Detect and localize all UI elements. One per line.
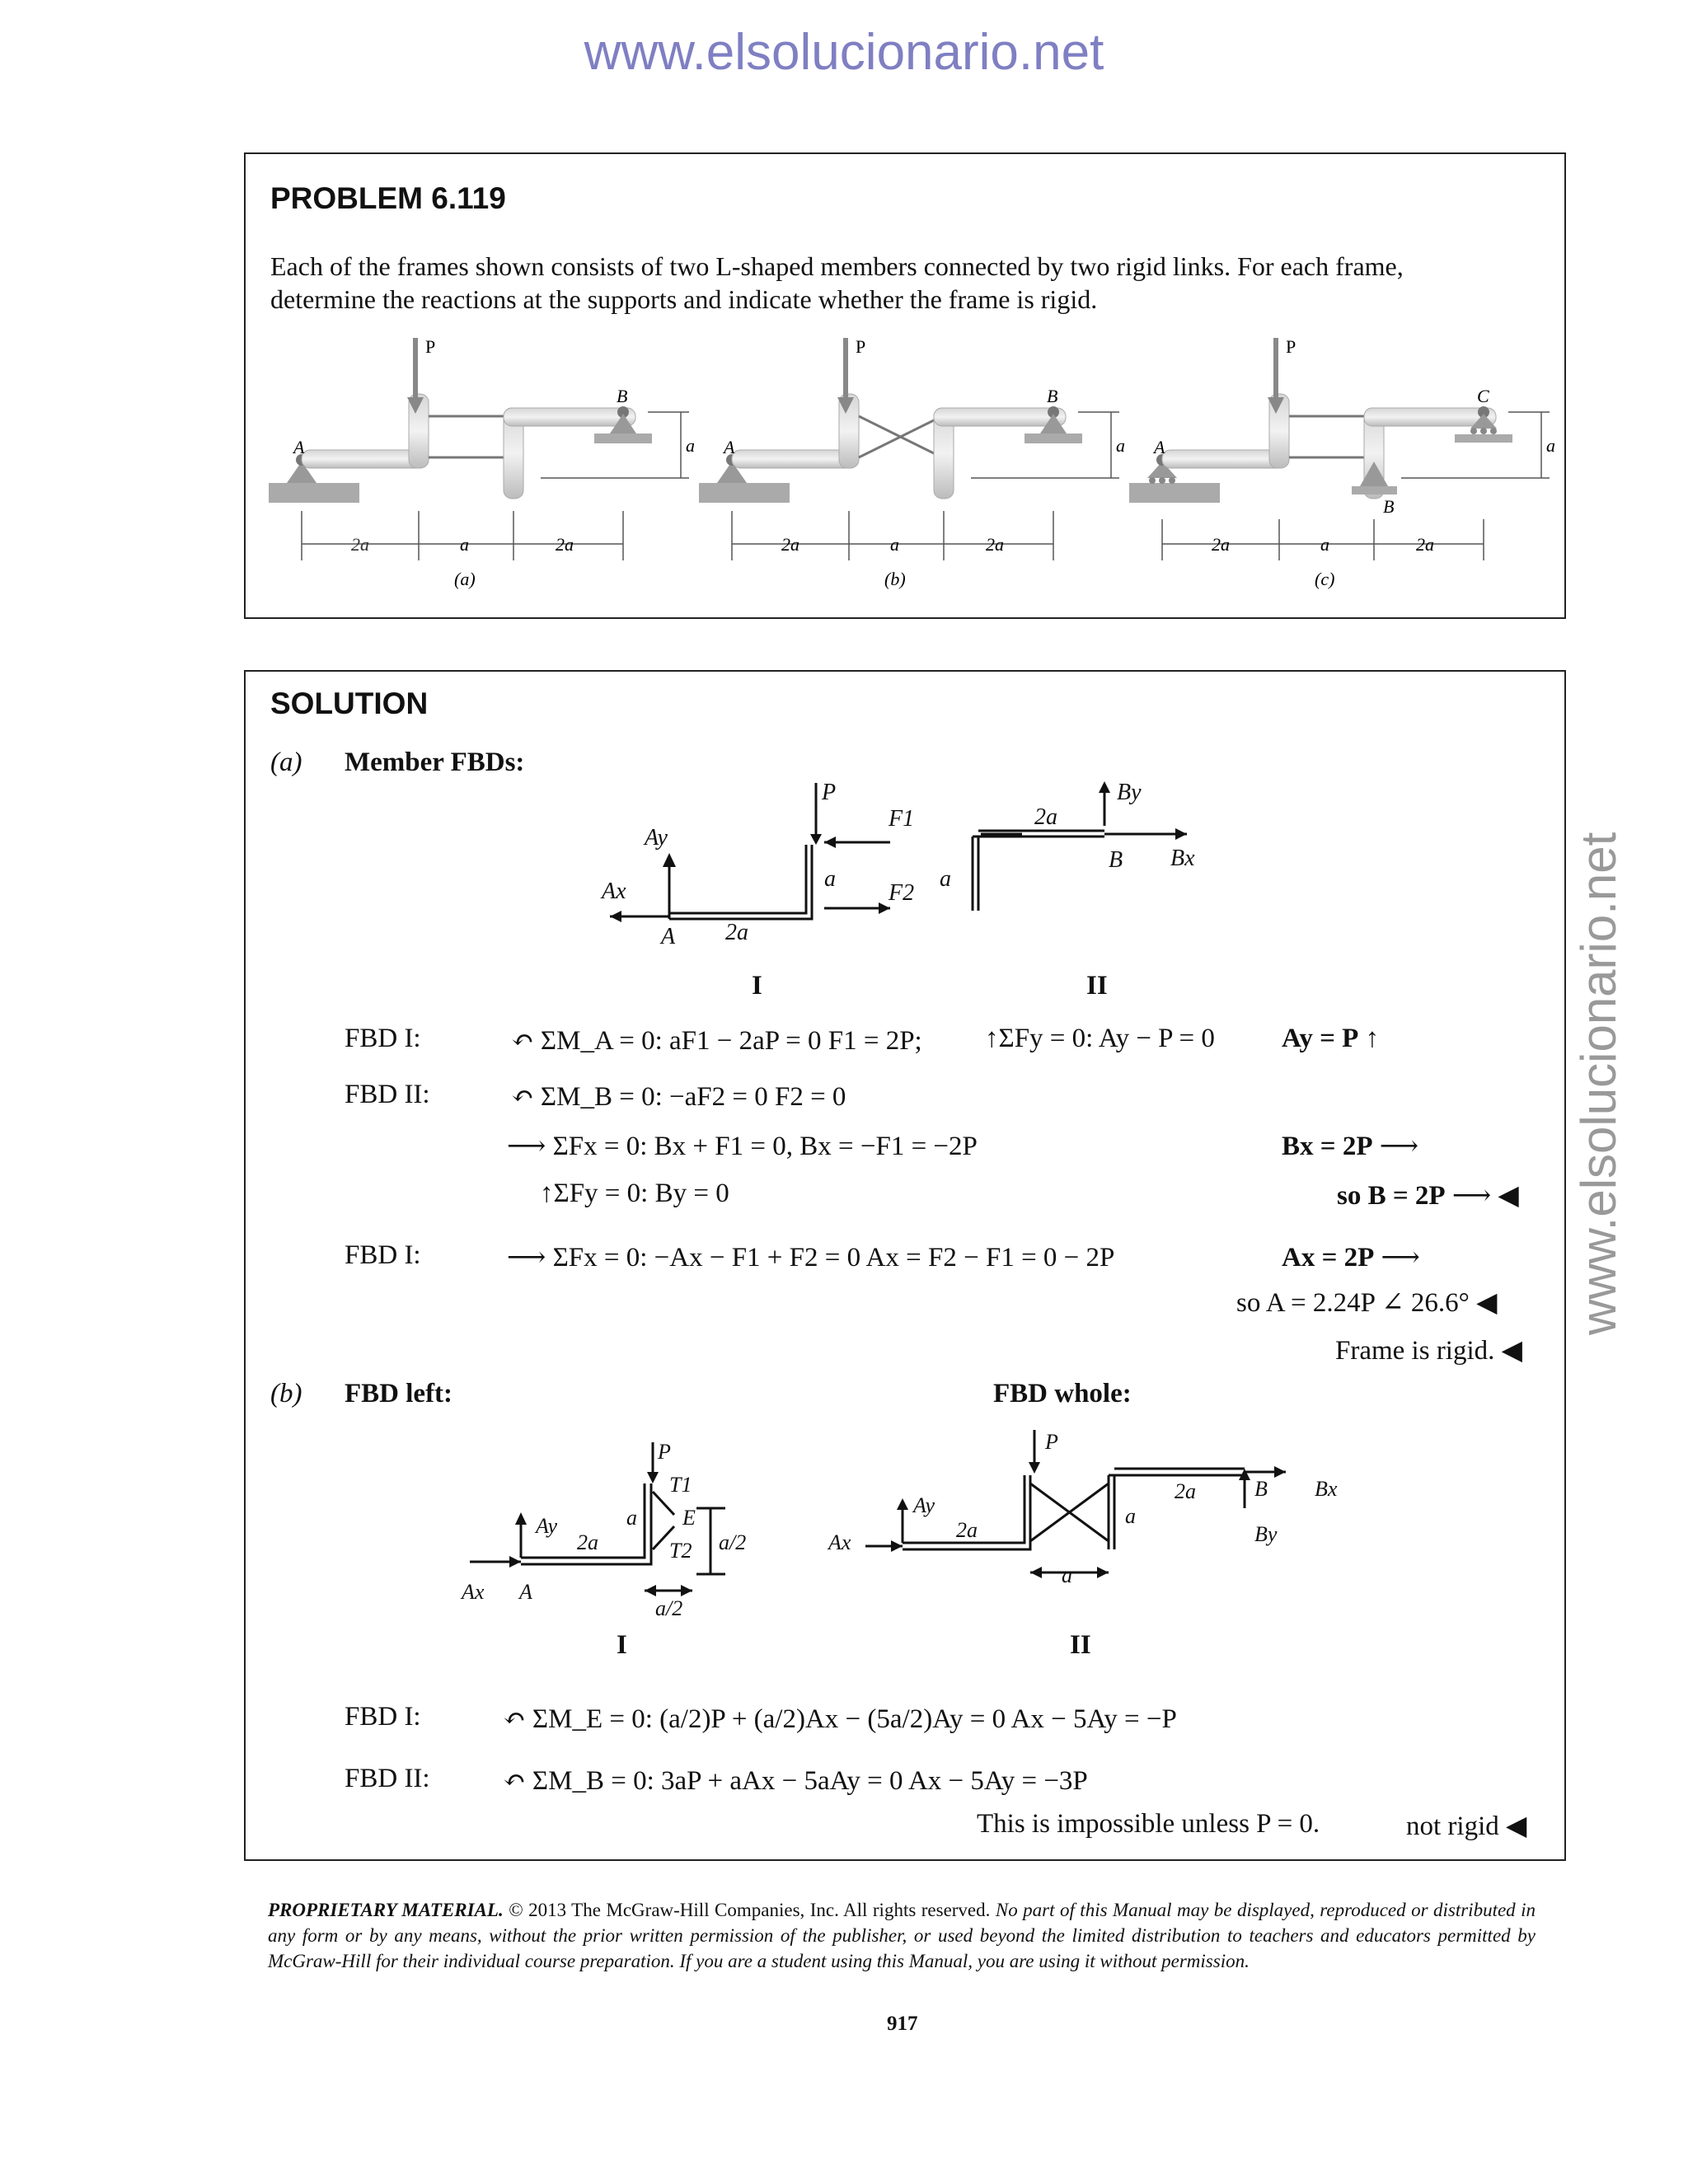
fbd2-label-a: FBD II: [345,1080,430,1109]
sketch-b-left-t1: T1 [669,1473,692,1497]
end-marker-icon: ◀ [1498,1181,1519,1211]
sketch-a-f2: F2 [889,880,915,906]
dim-a-a: a [460,534,469,555]
sketch-a-f1: F1 [889,806,915,832]
label-b-a: B [617,386,628,406]
sketch-b-left-e: E [682,1506,696,1530]
sketch-b-whole-a-vert: a [1125,1504,1136,1528]
res7-a-text: Frame is rigid. [1335,1336,1495,1366]
label-b-b: B [1047,386,1058,406]
solution-title: SOLUTION [270,687,429,720]
right-arrow-icon: ⟶ [507,1132,546,1161]
up-arrow-icon: ↑ [1365,1024,1380,1053]
res1-a-text: Ay = P [1282,1024,1359,1053]
label-p-b: P [856,336,866,357]
sketch-b-whole-ax: Ax [828,1530,851,1554]
result-b [1406,1809,1526,1842]
dim-a-c: a [1320,534,1329,555]
sketch-b-whole-p: P [1045,1430,1058,1454]
ground-a-right [594,434,652,443]
label-dim-a: a [686,435,695,456]
fbd1-label-a: FBD I: [345,1024,421,1053]
sketch-a-a: A [661,924,676,949]
label-b-c: B [1383,496,1395,517]
sketch-b-whole-2a-top: 2a [1175,1479,1196,1503]
sketch-b-left-ay: Ay [536,1514,557,1538]
part-a-tag: (a) [270,748,302,777]
sketch-b-left-p: P [658,1440,671,1464]
sketch-a-ax: Ax [602,879,626,904]
member-II [973,831,1104,911]
right-arrow-icon: ⟶ [1381,1243,1420,1272]
footer-copyright: © 2013 The McGraw-Hill Companies, Inc. All rights reserved. [509,1900,991,1920]
res5-a-text: Ax = 2P [1282,1243,1375,1272]
watermark-side: www.elsolucionario.net [1571,832,1626,1335]
sketch-a-bx: Bx [1170,846,1195,871]
part-a-roman-i: I [752,971,762,1001]
member-I [669,845,812,919]
frame-a [269,336,695,589]
sketch-a-2a-bottom: 2a [725,920,748,945]
caption-c: (c) [1315,569,1335,589]
res4-a [1337,1179,1519,1212]
sketch-b-whole-a-dim: a [1062,1563,1072,1587]
part-b-roman-ii: II [1070,1630,1091,1660]
part-a-roman-ii: II [1086,971,1108,1001]
sketch-b-whole-b: B [1254,1477,1268,1501]
res3-a-text: Bx = 2P [1282,1132,1373,1161]
label-dim-c: a [1546,435,1555,456]
footer-lead: PROPRIETARY MATERIAL. [268,1900,504,1920]
label-a-b: A [724,437,735,457]
sketch-a-b: B [1109,847,1123,873]
part-b-heading-left: FBD left: [345,1379,453,1408]
part-b-sketch-left [453,1434,799,1624]
res7-a [1335,1333,1522,1366]
label-a-c: A [1154,437,1165,457]
end-marker-icon: ◀ [1506,1811,1527,1841]
res4-a-text: so B = 2P [1337,1181,1446,1211]
part-b-heading-whole: FBD whole: [993,1379,1132,1408]
sketch-b-left-2a: 2a [577,1530,598,1554]
eq2-a-text: ΣM_B = 0: −aF2 = 0 F2 = 0 [540,1082,846,1112]
footer-notice [268,1897,1536,1974]
sketch-a-ay: Ay [645,825,668,851]
sketch-a-p: P [822,780,837,805]
sketch-a-a-left: a [824,866,836,892]
label-a-a: A [293,437,305,457]
eq1-b [503,1702,1177,1735]
eq1b-a [985,1024,1215,1054]
sketch-b-whole-bx: Bx [1315,1477,1338,1501]
frame-b [699,336,1125,589]
end-marker-icon: ◀ [1501,1336,1523,1366]
sketch-b-whole-ay: Ay [913,1493,935,1517]
watermark-top: www.elsolucionario.net [584,24,1104,81]
sketch-b-whole-2a-bottom: 2a [956,1518,978,1542]
up-arrow-icon: ↑ [540,1179,554,1208]
sketch-b-left-t2: T2 [669,1539,692,1563]
problem-figure [244,321,1566,602]
sketch-a-by: By [1117,780,1142,805]
eq2-a [511,1080,846,1113]
eq2-b [503,1764,1088,1797]
end-marker-icon: ◀ [1476,1288,1498,1318]
page-number: 917 [887,2013,918,2035]
label-c-c: C [1477,386,1489,406]
part-b-roman-i: I [617,1630,627,1660]
moment-arrow-icon: ↶ [503,1766,526,1796]
problem-title: PROBLEM 6.119 [270,181,506,215]
moment-arrow-icon: ↶ [503,1704,526,1734]
problem-statement [270,250,1531,316]
dim-a-b: a [890,534,899,555]
caption-a: (a) [454,569,476,589]
right-arrow-icon: ⟶ [1451,1181,1492,1211]
label-dim-b: a [1116,435,1125,456]
fbd2-label-b: FBD II: [345,1764,430,1793]
sketch-b-left-ahalf-2: a/2 [655,1596,683,1620]
result-b-text: not rigid [1406,1811,1499,1841]
moment-arrow-icon: ↶ [511,1026,534,1056]
eq1b-a-text: ΣFy = 0: Ay − P = 0 [998,1024,1215,1053]
sketch-a-a-right: a [940,866,951,892]
caption-b: (b) [884,569,906,589]
frame-c [1129,336,1555,589]
conclusion-b: This is impossible unless P = 0. [977,1809,1320,1839]
sketch-b-whole-by: By [1254,1522,1278,1546]
statement-line-1: Each of the frames shown consists of two L-shaped members connected by two rigid links. For each frame, [270,251,1404,281]
member-a-right-top [504,408,635,426]
up-arrow-icon: ↑ [985,1024,999,1053]
part-b-tag: (b) [270,1379,302,1408]
dim-2a-a1: 2a [351,534,369,555]
eq3-a [507,1129,978,1162]
fbd1-label-b: FBD I: [345,1702,421,1732]
label-p-a: P [425,336,436,357]
member-a-left-bottom [302,450,425,468]
fbd1b-label-a: FBD I: [345,1240,421,1270]
eq4-a-text: ΣFy = 0: By = 0 [553,1179,729,1208]
res1-a [1282,1024,1379,1054]
ground-a-left [269,483,359,503]
eq3-a-text: ΣFx = 0: Bx + F1 = 0, Bx = −F1 = −2P [552,1132,978,1161]
res6-a-text: so A = 2.24P ∠ 26.6° [1236,1288,1470,1318]
part-b-sketch-whole [824,1426,1368,1607]
right-arrow-icon: ⟶ [507,1243,546,1272]
sketch-b-left-a: A [519,1580,532,1604]
footer-text: No part of this Manual may be displayed, reproduced or distributed in any form or by any means, without the prior written permission of the publisher, or used beyond the limited distribution to teachers and educators permitted by McGraw-Hill for their individual course preparation. If you are a student using this Manual, you are using it without permission. [268,1900,1536,1971]
eq5-a [507,1240,1114,1273]
eq1-a [511,1024,922,1057]
dim-2a-b2: 2a [986,534,1004,555]
eq5-a-text: ΣFx = 0: −Ax − F1 + F2 = 0 Ax = F2 − F1 = 0 − 2P [552,1243,1115,1272]
res3-a [1282,1129,1418,1162]
label-p-c: P [1286,336,1296,357]
eq4-a [540,1179,729,1209]
res6-a [1236,1286,1498,1319]
dim-2a-a2: 2a [556,534,574,555]
moment-arrow-icon: ↶ [511,1082,534,1112]
dim-2a-b1: 2a [781,534,799,555]
res5-a [1282,1240,1420,1273]
part-a-sketch [577,775,1236,956]
eq1-b-text: ΣM_E = 0: (a/2)P + (a/2)Ax − (5a/2)Ay = 0 Ax − 5Ay = −P [532,1704,1177,1734]
sketch-b-left-ahalf-1: a/2 [719,1530,747,1554]
eq2-b-text: ΣM_B = 0: 3aP + aAx − 5aAy = 0 Ax − 5Ay = −3P [532,1766,1088,1796]
sketch-b-left-ax: Ax [462,1580,485,1604]
sketch-b-left-a-vert: a [626,1506,637,1530]
dim-2a-c1: 2a [1212,534,1230,555]
sketch-a-2a-top: 2a [1034,804,1057,830]
statement-line-2: determine the reactions at the supports and indicate whether the frame is rigid. [270,284,1098,314]
part-a-heading: Member FBDs: [345,748,525,777]
eq1-a-text: ΣM_A = 0: aF1 − 2aP = 0 F1 = 2P; [540,1026,922,1056]
dim-2a-c2: 2a [1416,534,1434,555]
right-arrow-icon: ⟶ [1379,1132,1419,1161]
